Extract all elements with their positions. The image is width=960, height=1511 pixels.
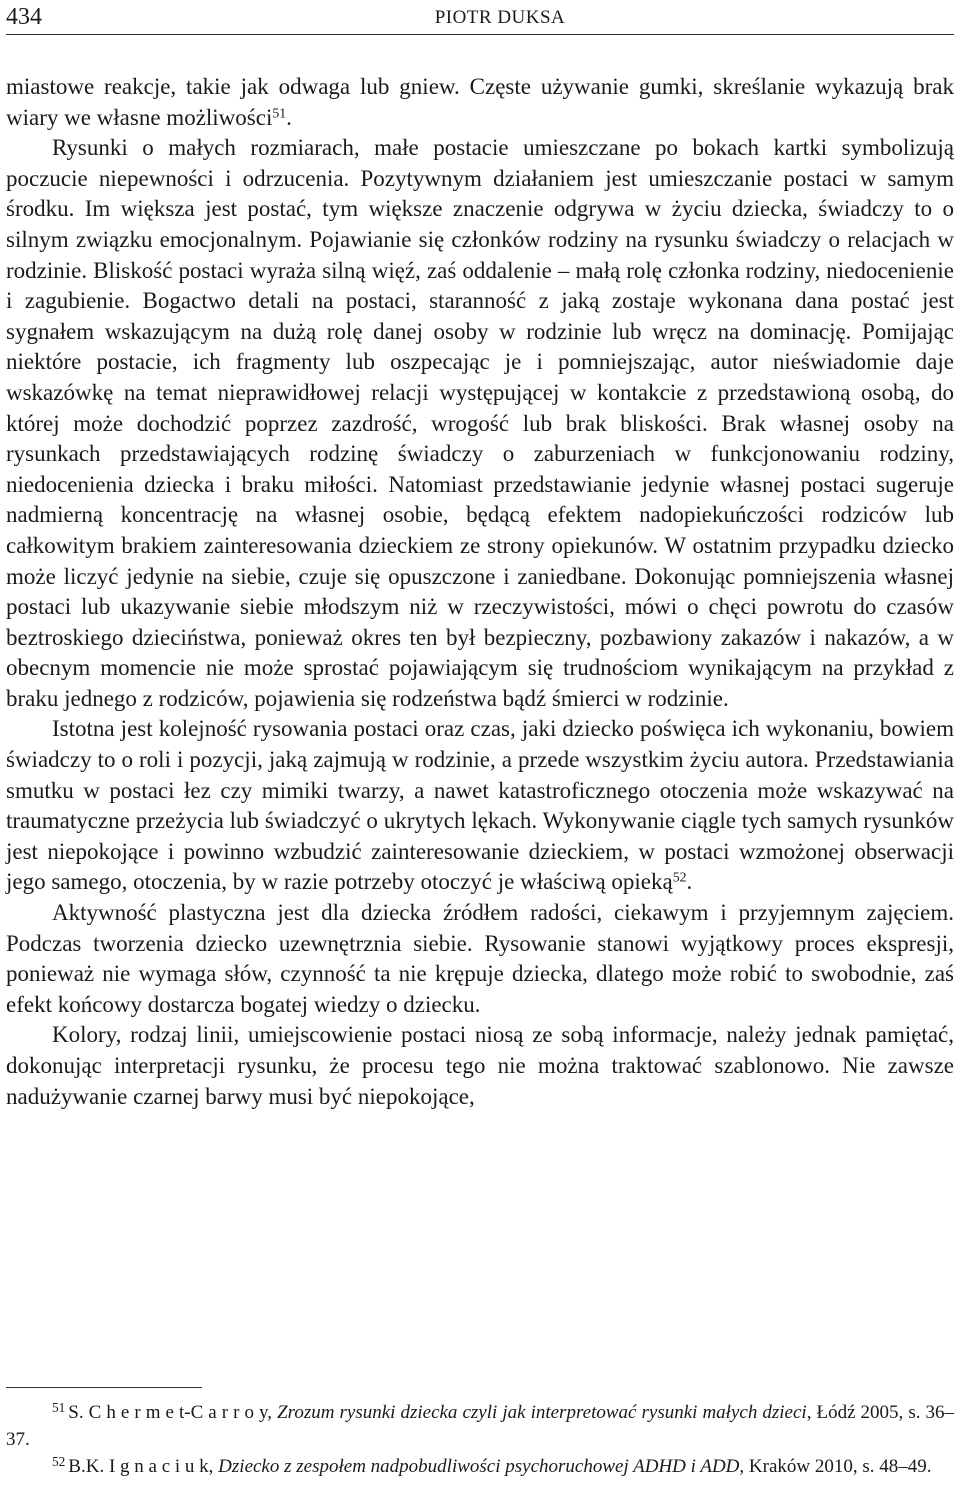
paragraph-2: Rysunki o małych rozmiarach, małe postacie umieszczane po bokach kartki symbolizują poczucie niepewności i odrzucenia. Pozytywnym działaniem jest umieszczanie postaci w samym środku. Im większa jest postać, tym większe znaczenie odgrywa w życiu dziecka, świadczy to o silnym związku emocjonalnym. Pojawianie się członków rodziny na rysunku świadczy o relacjach w rodzinie. Bliskość postaci wyraża silną więź, zaś oddalenie – małą rolę członka rodziny, niedocenienie i zagubienie. Bogactwo detali na postaci, staranność z jaką zostaje wykonana dana postać jest sygnałem wskazującym na dużą rolę danej osoby w rodzinie lub wręcz na dominację. Pomijając niektóre postacie, ich fragmenty lub oszpecając je i pomniejszając, autor nieświadomie daje wskazówkę na temat nieprawidłowej relacji występującej w kontakcie z przedstawioną osobą, do której może dochodzić poprzez zazdrość, wrogość lub brak bliskości. Brak własnej osoby na rysunkach przedstawiających rodzinę świadczy o zaburzeniach w funkcjonowaniu rodziny, niedocenienia dziecka i braku miłości. Natomiast przedstawianie jedynie własnej postaci sugeruje nadmierną koncentrację na własnej osobie, będącą efektem nadopiekuńczości rodziców lub całkowitym brakiem zainteresowania dzieckiem ze strony opiekunów. W ostatnim przypadku dziecko może liczyć jedynie na siebie, czuje się opuszczone i zaniedbane. Dokonując pomniejszenia własnej postaci lub ukazywanie siebie młodszym niż w rzeczywistości, mówi o chęci powrotu do czasów beztroskiego dzieciństwa, ponieważ okres ten był bezpieczny, pozbawiony zakazów i nakazów, a w obecnym momencie nie może sprostać pojawiającym się trudnościom wynikającym na przykład z braku jednego z rodziców, pojawienia się rodzeństwa bądź śmierci w rodzinie.: [6, 135, 954, 711]
footnote-title: Dziecko z zespołem nadpobudliwości psychoruchowej ADHD i ADD: [218, 1456, 740, 1477]
footnote-rest: , Łódź 2005, s. 36–37.: [6, 1402, 955, 1450]
paragraph-3: [6, 714, 954, 898]
running-head: PIOTR DUKSA: [434, 7, 566, 28]
footnote-title: Zrozum rysunki dziecka czyli jak interpretować rysunki małych dzieci: [277, 1402, 807, 1423]
paragraph-4: Aktywność plastyczna jest dla dziecka źródłem radości, ciekawym i przyjemnym zajęciem. Podczas tworzenia dziecko uzewnętrznia siebie. Rysowanie stanowi wyjątkowy proces ekspresji, ponieważ nie wymaga słów, czynność ta nie krępuje dziecka, dlatego może robić to swobodnie, zaś efekt końcowy dostarcza bogatej wiedzy o dziecku.: [6, 900, 954, 1017]
paragraph-5: Kolory, rodzaj linii, umiejscowienie postaci niosą ze sobą informacje, należy jednak pamiętać, dokonując interpretacji rysunku, że procesu tego nie można traktować szablonowo. Nie zawsze nadużywanie czarnej barwy musi być niepokojące,: [6, 1022, 954, 1109]
body-text: [6, 72, 954, 1112]
page-header: [6, 0, 954, 35]
footnote-number: 52: [52, 1454, 66, 1470]
paragraph-1: [6, 72, 954, 133]
footnote-52: [6, 1453, 954, 1480]
footnotes: [6, 1399, 954, 1480]
footnote-author: B.K. I g n a c i u k,: [68, 1456, 214, 1477]
footnote-separator: [6, 1387, 202, 1388]
paragraph-1-text: miastowe reakcje, takie jak odwaga lub gniew. Częste używanie gumki, skreślanie wykazują brak wiary we własne możliwości: [6, 74, 954, 130]
paragraph-1-end: .: [286, 104, 292, 130]
footnote-51: [6, 1399, 954, 1453]
paragraph-3-text: Istotna jest kolejność rysowania postaci oraz czas, jaki dziecko poświęca ich wykonaniu, bowiem świadczy to o roli i pozycji, jaką zajmują w rodzinie, a przede wszystkim życiu autora. Przedstawiania smutku w postaci łez czy mimiki twarzy, a nawet katastroficznego otoczenia może wskazywać na traumatyczne przeżycia lub świadczyć o ukrytych lękach. Wykonywanie ciągle tych samych rysunków jest niepokojące i powinno wzbudzić zainteresowanie dzieckiem, w postaci wzmożonej obserwacji jego samego, otoczenia, by w razie potrzeby otoczyć je właściwą opieką: [6, 716, 954, 895]
footnote-author: S. C h e r m e t-C a r r o y,: [68, 1402, 273, 1423]
page-number: 434: [6, 4, 42, 30]
footnote-ref-51[interactable]: 51: [272, 105, 287, 121]
footnote-number: 51: [52, 1400, 66, 1416]
footnote-ref-52[interactable]: 52: [672, 869, 687, 885]
paragraph-3-end: .: [686, 869, 693, 895]
footnote-rest: , Kraków 2010, s. 48–49.: [739, 1456, 932, 1477]
